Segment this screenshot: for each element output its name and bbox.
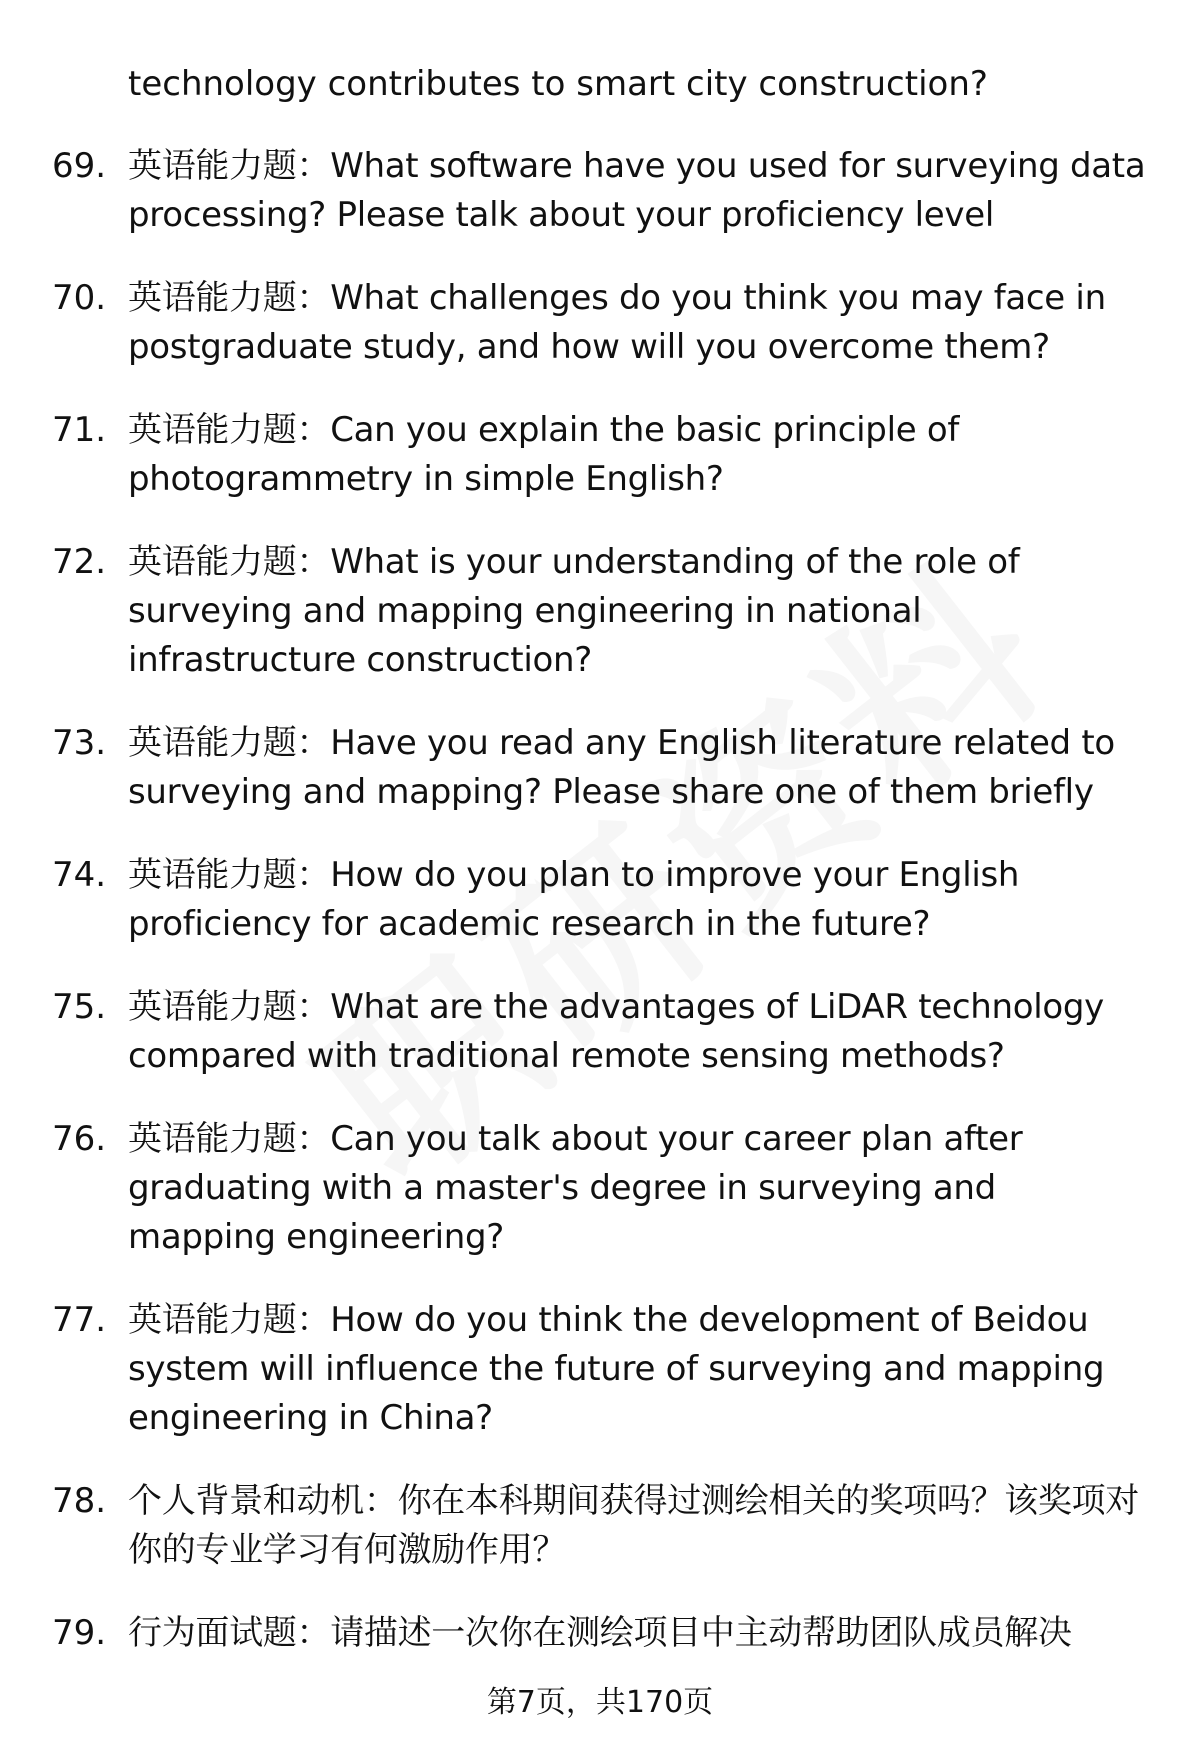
question-text: 英语能力题：What is your understanding of the role of surveying and mapping engineering in national infrastructure construction? <box>128 542 1020 680</box>
question-number: 77. <box>52 1300 107 1340</box>
question-text: 英语能力题：What are the advantages of LiDAR technology compared with traditional remote sensing methods? <box>128 987 1104 1076</box>
question-item <box>0 851 1200 949</box>
question-number: 73. <box>52 723 107 763</box>
question-text: 英语能力题：What challenges do you think you may face in postgraduate study, and how will you overcome them? <box>128 278 1106 367</box>
question-text: 英语能力题：Can you explain the basic principle of photogrammetry in simple English? <box>128 410 960 499</box>
question-item <box>0 1296 1200 1443</box>
question-item <box>0 142 1200 240</box>
question-text: 英语能力题：What software have you used for surveying data processing? Please talk about your proficiency level <box>128 146 1146 235</box>
question-number: 71. <box>52 410 107 450</box>
question-number: 70. <box>52 278 107 318</box>
question-text: 英语能力题：Can you talk about your career plan after graduating with a master's degree in surveying and mapping engineering? <box>128 1119 1023 1257</box>
question-text: 英语能力题：Have you read any English literature related to surveying and mapping? Please share one of them briefly <box>128 723 1115 812</box>
question-item <box>0 538 1200 685</box>
question-text: 英语能力题：How do you plan to improve your English proficiency for academic research in the future? <box>128 855 1020 944</box>
question-number: 79. <box>52 1613 107 1653</box>
question-number: 78. <box>52 1481 107 1521</box>
question-item <box>0 1115 1200 1262</box>
question-item <box>0 1477 1200 1575</box>
question-number: 75. <box>52 987 107 1027</box>
question-item <box>0 406 1200 504</box>
question-number: 74. <box>52 855 107 895</box>
continuation-text: technology contributes to smart city construction? <box>128 64 988 104</box>
question-number: 69. <box>52 146 107 186</box>
question-list <box>0 142 1200 1692</box>
question-item <box>0 1609 1200 1658</box>
question-text: 行为面试题：请描述一次你在测绘项目中主动帮助团队成员解决 <box>128 1613 1072 1653</box>
question-item <box>0 274 1200 372</box>
question-number: 76. <box>52 1119 107 1159</box>
question-item <box>0 983 1200 1081</box>
question-number: 72. <box>52 542 107 582</box>
question-text: 个人背景和动机：你在本科期间获得过测绘相关的奖项吗？该奖项对你的专业学习有何激励作用？ <box>128 1481 1139 1570</box>
question-item <box>0 719 1200 817</box>
question-text: 英语能力题：How do you think the development of Beidou system will influence the future of surveying and mapping engineering in China? <box>128 1300 1105 1438</box>
page-footer: 第7页，共170页 <box>486 1685 714 1720</box>
